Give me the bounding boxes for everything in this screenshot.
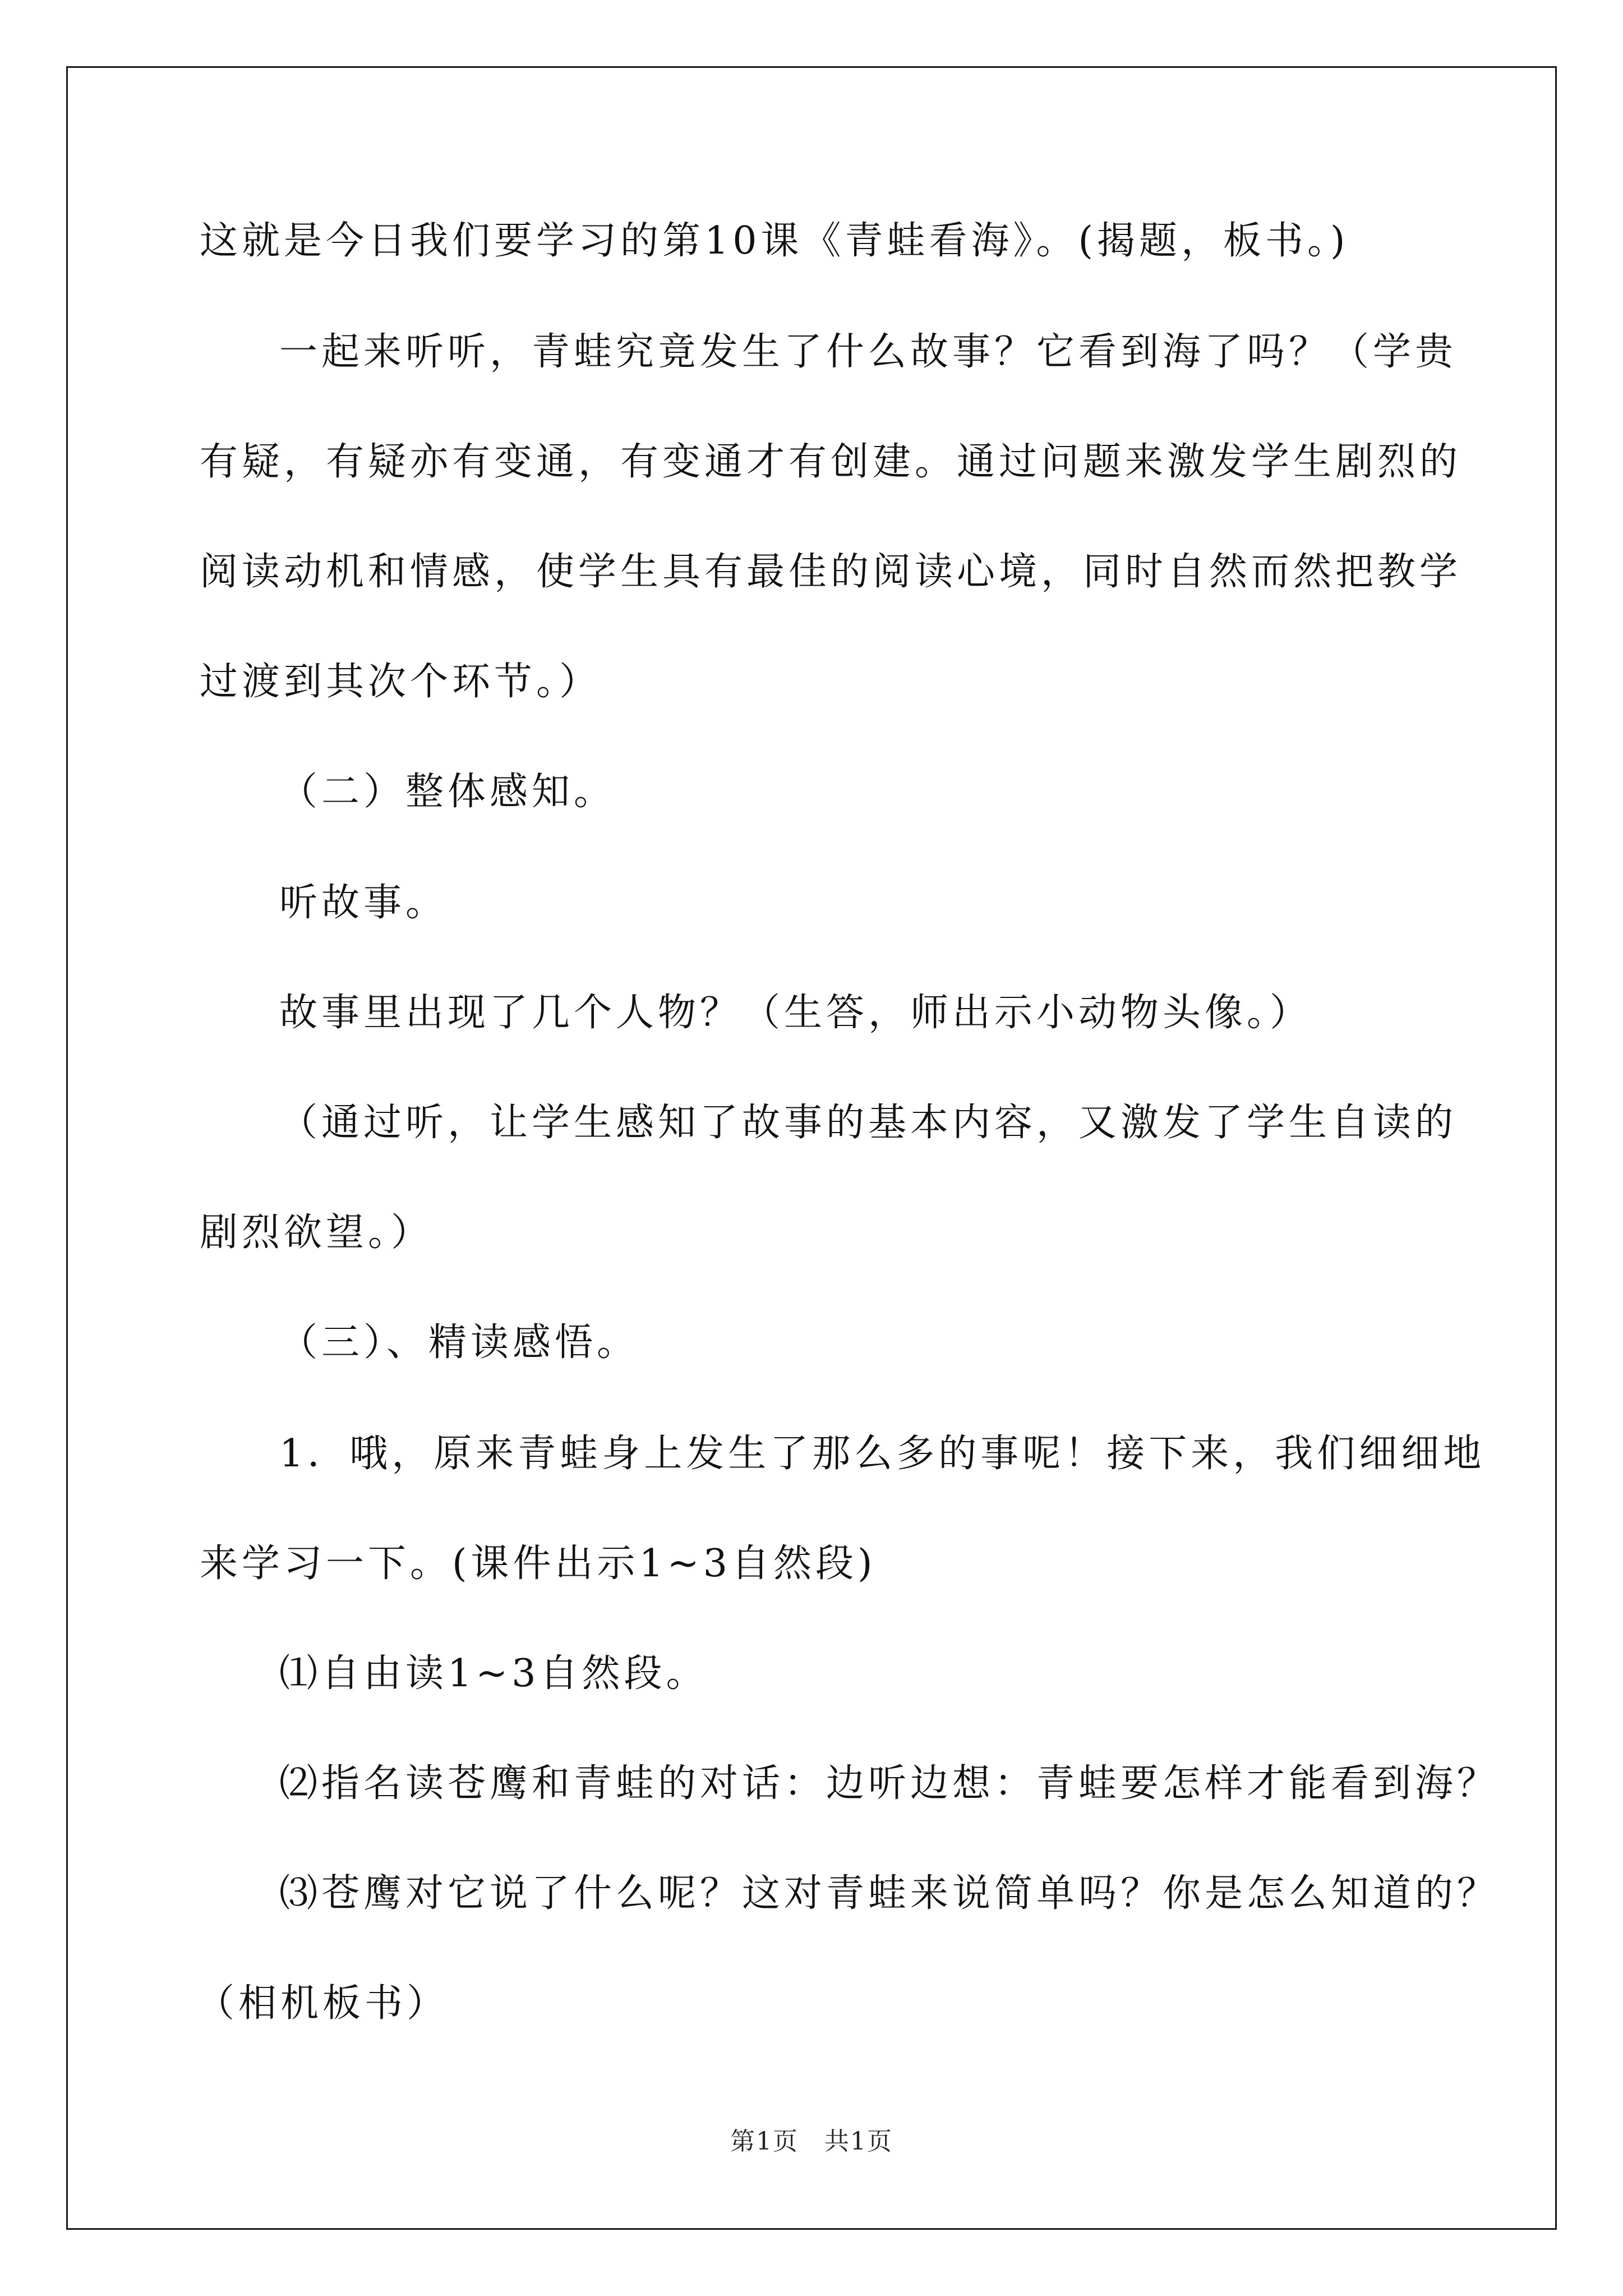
text-line-2: 一起来听听，青蛙究竟发生了什么故事？它看到海了吗？（学贵 xyxy=(279,330,1458,374)
text-line-16: ⑶苍鹰对它说了什么呢？这对青蛙来说简单吗？你是怎么知道的？ xyxy=(279,1871,1500,1916)
text-line-17: （相机板书） xyxy=(196,1981,449,2026)
text-line-12: 1．哦，原来青蛙身上发生了那么多的事呢！接下来，我们细细地 xyxy=(279,1432,1486,1476)
text-line-14: ⑴自由读1~3自然段。 xyxy=(279,1651,708,1696)
text-line-4: 阅读动机和情感，使学生具有最佳的阅读心境，同时自然而然把教学 xyxy=(200,550,1462,594)
text-line-9: （通过听，让学生感知了故事的基本内容，又激发了学生自读的 xyxy=(279,1101,1458,1145)
text-line-13: 来学习一下。(课件出示1~3自然段) xyxy=(200,1542,877,1586)
text-line-8: 故事里出现了几个人物？（生答，师出示小动物头像。） xyxy=(279,991,1312,1035)
section-heading-2: （二）整体感知。 xyxy=(279,770,616,814)
text-line-15: ⑵指名读苍鹰和青蛙的对话：边听边想：青蛙要怎样才能看到海？ xyxy=(279,1761,1500,1806)
text-line-3: 有疑，有疑亦有变通，有变通才有创建。通过问题来激发学生剧烈的 xyxy=(200,440,1462,484)
page-number-footer: 第1页 共1页 xyxy=(730,2127,893,2156)
text-line-1: 这就是今日我们要学习的第10课《青蛙看海》。(揭题，板书。) xyxy=(200,219,1349,263)
section-heading-3: （三）、精读感悟。 xyxy=(279,1320,639,1365)
text-line-10: 剧烈欲望。） xyxy=(200,1211,434,1255)
text-line-5: 过渡到其次个环节。） xyxy=(200,660,602,704)
text-line-7: 听故事。 xyxy=(279,881,448,925)
